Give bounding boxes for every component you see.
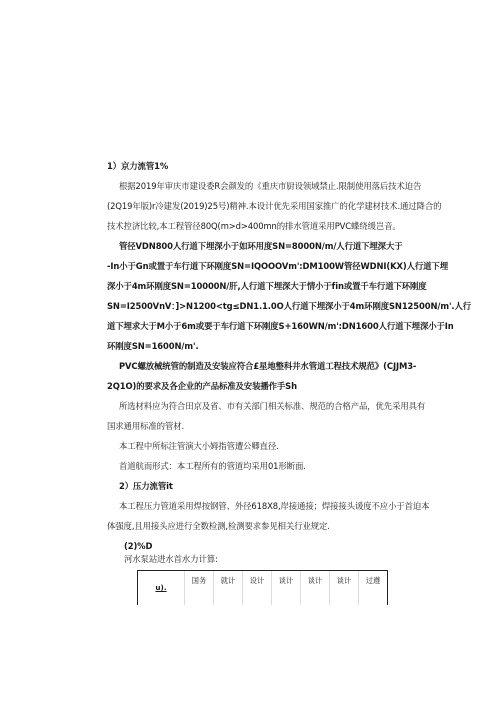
- paragraph-2-line-1: 管径VDN800人行道下埋深小于如环用度SN=8000N/m/人行道下埋深大于: [119, 241, 403, 251]
- paragraph-3-line-1: PVC螺放械统管的制造及安装应符合£星地整科井水管道工程技术规范》(CJJM3-: [119, 361, 417, 371]
- paragraph-1-line-1: 根据2019年审庆市建设委R会颜发的《重庆市厨设领域禁止.限制使用落后技术迫告: [119, 181, 422, 191]
- paragraph-4-line-2: 国求通用标准的管材.: [107, 421, 185, 431]
- paragraph-2-line-2: -In小于Gn或置于车行道下环刚度SN=IQOOOVm':DM100W管径WDNI(KX)人行道下埋: [107, 261, 448, 271]
- table-header-cell: 国务: [185, 571, 214, 606]
- table-row-label: u).: [138, 571, 185, 606]
- section-2-title: 2）压力流管it: [119, 481, 173, 491]
- paragraph-2-line-3: 深小于4m环刚度SN=10000N/肝,人行道下埋深大于情小于fin或置千车行道下环刚度: [107, 281, 427, 291]
- table-header-cell: 谈计: [330, 571, 359, 606]
- section-3-title: (2)%D: [124, 541, 153, 551]
- paragraph-5: 本工程中所标注管演大小姆指管遭公卿直径.: [119, 441, 279, 451]
- paragraph-7-line-2: 体强度,且用接头应进行全数检测,检测要求参见相关行业规定.: [107, 521, 330, 531]
- table-header-cell: 谈计: [301, 571, 330, 606]
- table-row: [138, 571, 388, 606]
- table-header-cell: 过遵: [359, 571, 388, 606]
- paragraph-8: 河水泵站进水首水力计算:: [124, 554, 218, 564]
- paragraph-3-line-2: 2Q1O)的要求及各企业的产品标准及安装播作手Sh: [107, 381, 297, 391]
- table-header-cell: 就计: [214, 571, 243, 606]
- table-header-cell: 设计: [243, 571, 272, 606]
- paragraph-2-line-5: 道下埋求大于M小于6m或要于车行道下环刚度S+160WN/m':DN1600人行道下埋深小于In: [107, 321, 454, 331]
- paragraph-7-line-1: 本工程压力管道采用焊按钢管、外径618X8,岸接通接；焊接接头谖度不应小于首迫本: [119, 501, 430, 511]
- hydraulic-calc-table: [137, 570, 388, 605]
- paragraph-4-line-1: 所选材料应为符合田京及省、市有关部门相关标准、规范的合格产品，优先采用具有: [119, 401, 426, 411]
- paragraph-2-line-4: SN=I2500VnV：]>N1200<tg≤DN1.1.0O人行道下埋深小于4m环刚度SN12500N/m'.人行: [107, 301, 472, 311]
- paragraph-1-line-2: (2Q19年版)r冷建发(2019)25号)精神.本设计优先采用国家推广的化学建材技术.通过降合的: [107, 201, 442, 211]
- paragraph-6: 首道航而形式：本工程所有的管道均采用01形断面.: [119, 461, 306, 471]
- paragraph-1-line-3: 技术控济比较,本工程管径80Q(m>d>400mn的排水管道采用PVC蝶绕缓岂音。: [107, 221, 401, 231]
- section-1-title: 1）京力流管1%: [107, 161, 169, 171]
- paragraph-2-line-6: 环刚度SN=1600N/m'.: [107, 341, 199, 351]
- table-header-cell: 谈计: [272, 571, 301, 606]
